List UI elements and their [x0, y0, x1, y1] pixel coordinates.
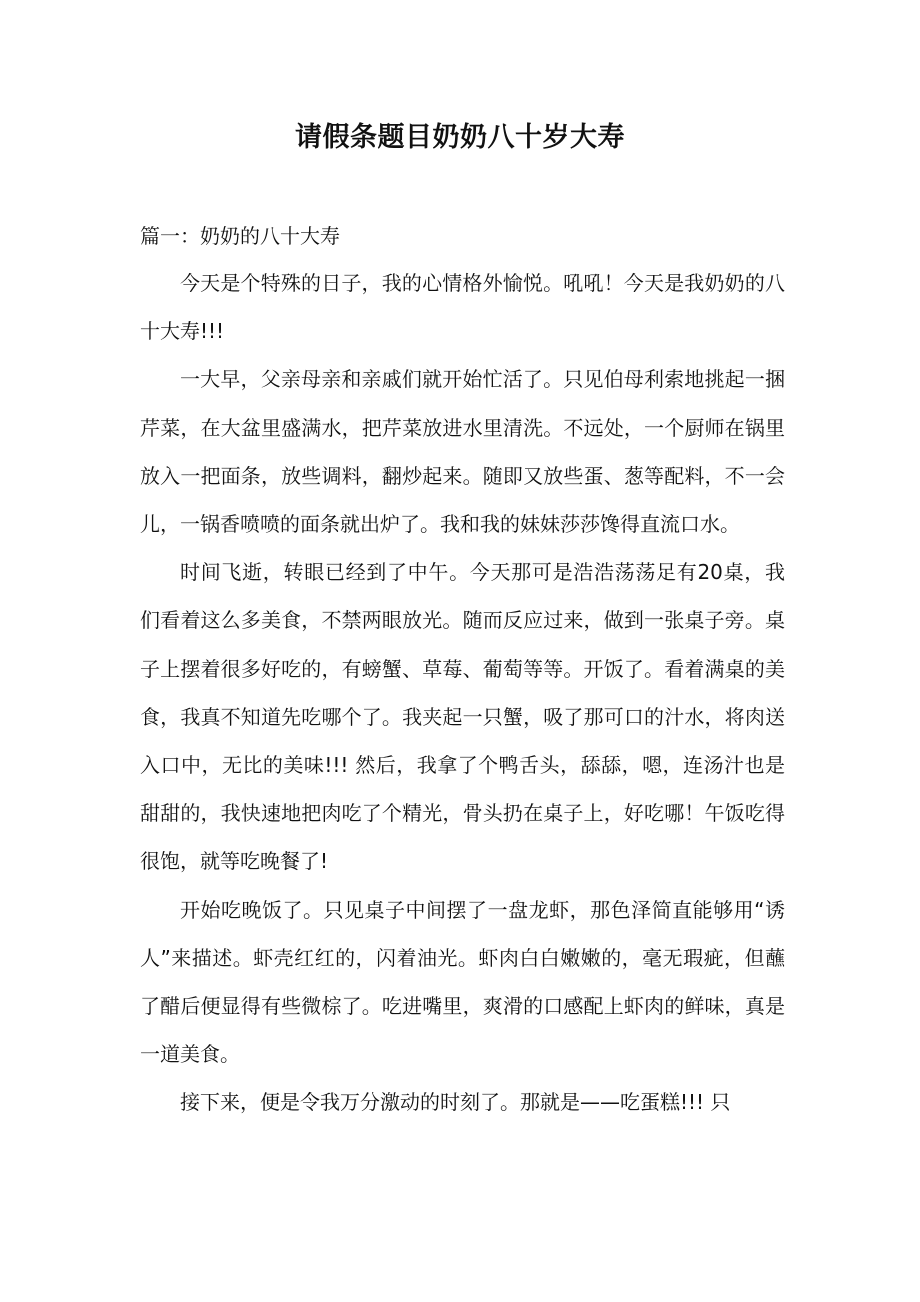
paragraph: 接下来，便是令我万分激动的时刻了。那就是——吃蛋糕!!! 只	[180, 1090, 731, 1115]
section-heading: 篇一：奶奶的八十大寿	[140, 224, 340, 248]
paragraph: 时间飞逝，转眼已经到了中午。今天那可是浩浩荡荡足有20桌，我们看着这么多美食，不禁两眼放光。随而反应过来，做到一张桌子旁。桌子上摆着很多好吃的，有螃蟹、草莓、葡萄等等。开饭了。看着满桌的美食，我真不知道先吃哪个了。我夹起一只蟹，吸了那可口的汁水，将肉送入口中，无比的美味!!! 然后，我拿了个鸭舌头，舔舔，嗯，连汤汁也是甜甜的，我快速地把肉吃了个精光，骨头扔在桌子上，好吃哪！午饭吃得很饱，就等吃晚餐了!	[140, 560, 785, 874]
paragraph: 开始吃晚饭了。只见桌子中间摆了一盘龙虾，那色泽简直能够用“诱人”来描述。虾壳红红的，闪着油光。虾肉白白嫩嫩的，毫无瑕疵，但蘸了醋后便显得有些微棕了。吃进嘴里，爽滑的口感配上虾肉的鲜味，真是一道美食。	[140, 897, 785, 1067]
document-body	[140, 213, 785, 1127]
page-title: 请假条题目奶奶八十岁大寿	[295, 122, 625, 153]
paragraph: 一大早，父亲母亲和亲戚们就开始忙活了。只见伯母利索地挑起一捆芹菜，在大盆里盛满水，把芹菜放进水里清洗。不远处，一个厨师在锅里放入一把面条，放些调料，翻炒起来。随即又放些蛋、葱等配料，不一会儿，一锅香喷喷的面条就出炉了。我和我的妹妹莎莎馋得直流口水。	[140, 367, 785, 537]
paragraph: 今天是个特殊的日子，我的心情格外愉悦。吼吼！今天是我奶奶的八十大寿!!!	[140, 271, 785, 344]
